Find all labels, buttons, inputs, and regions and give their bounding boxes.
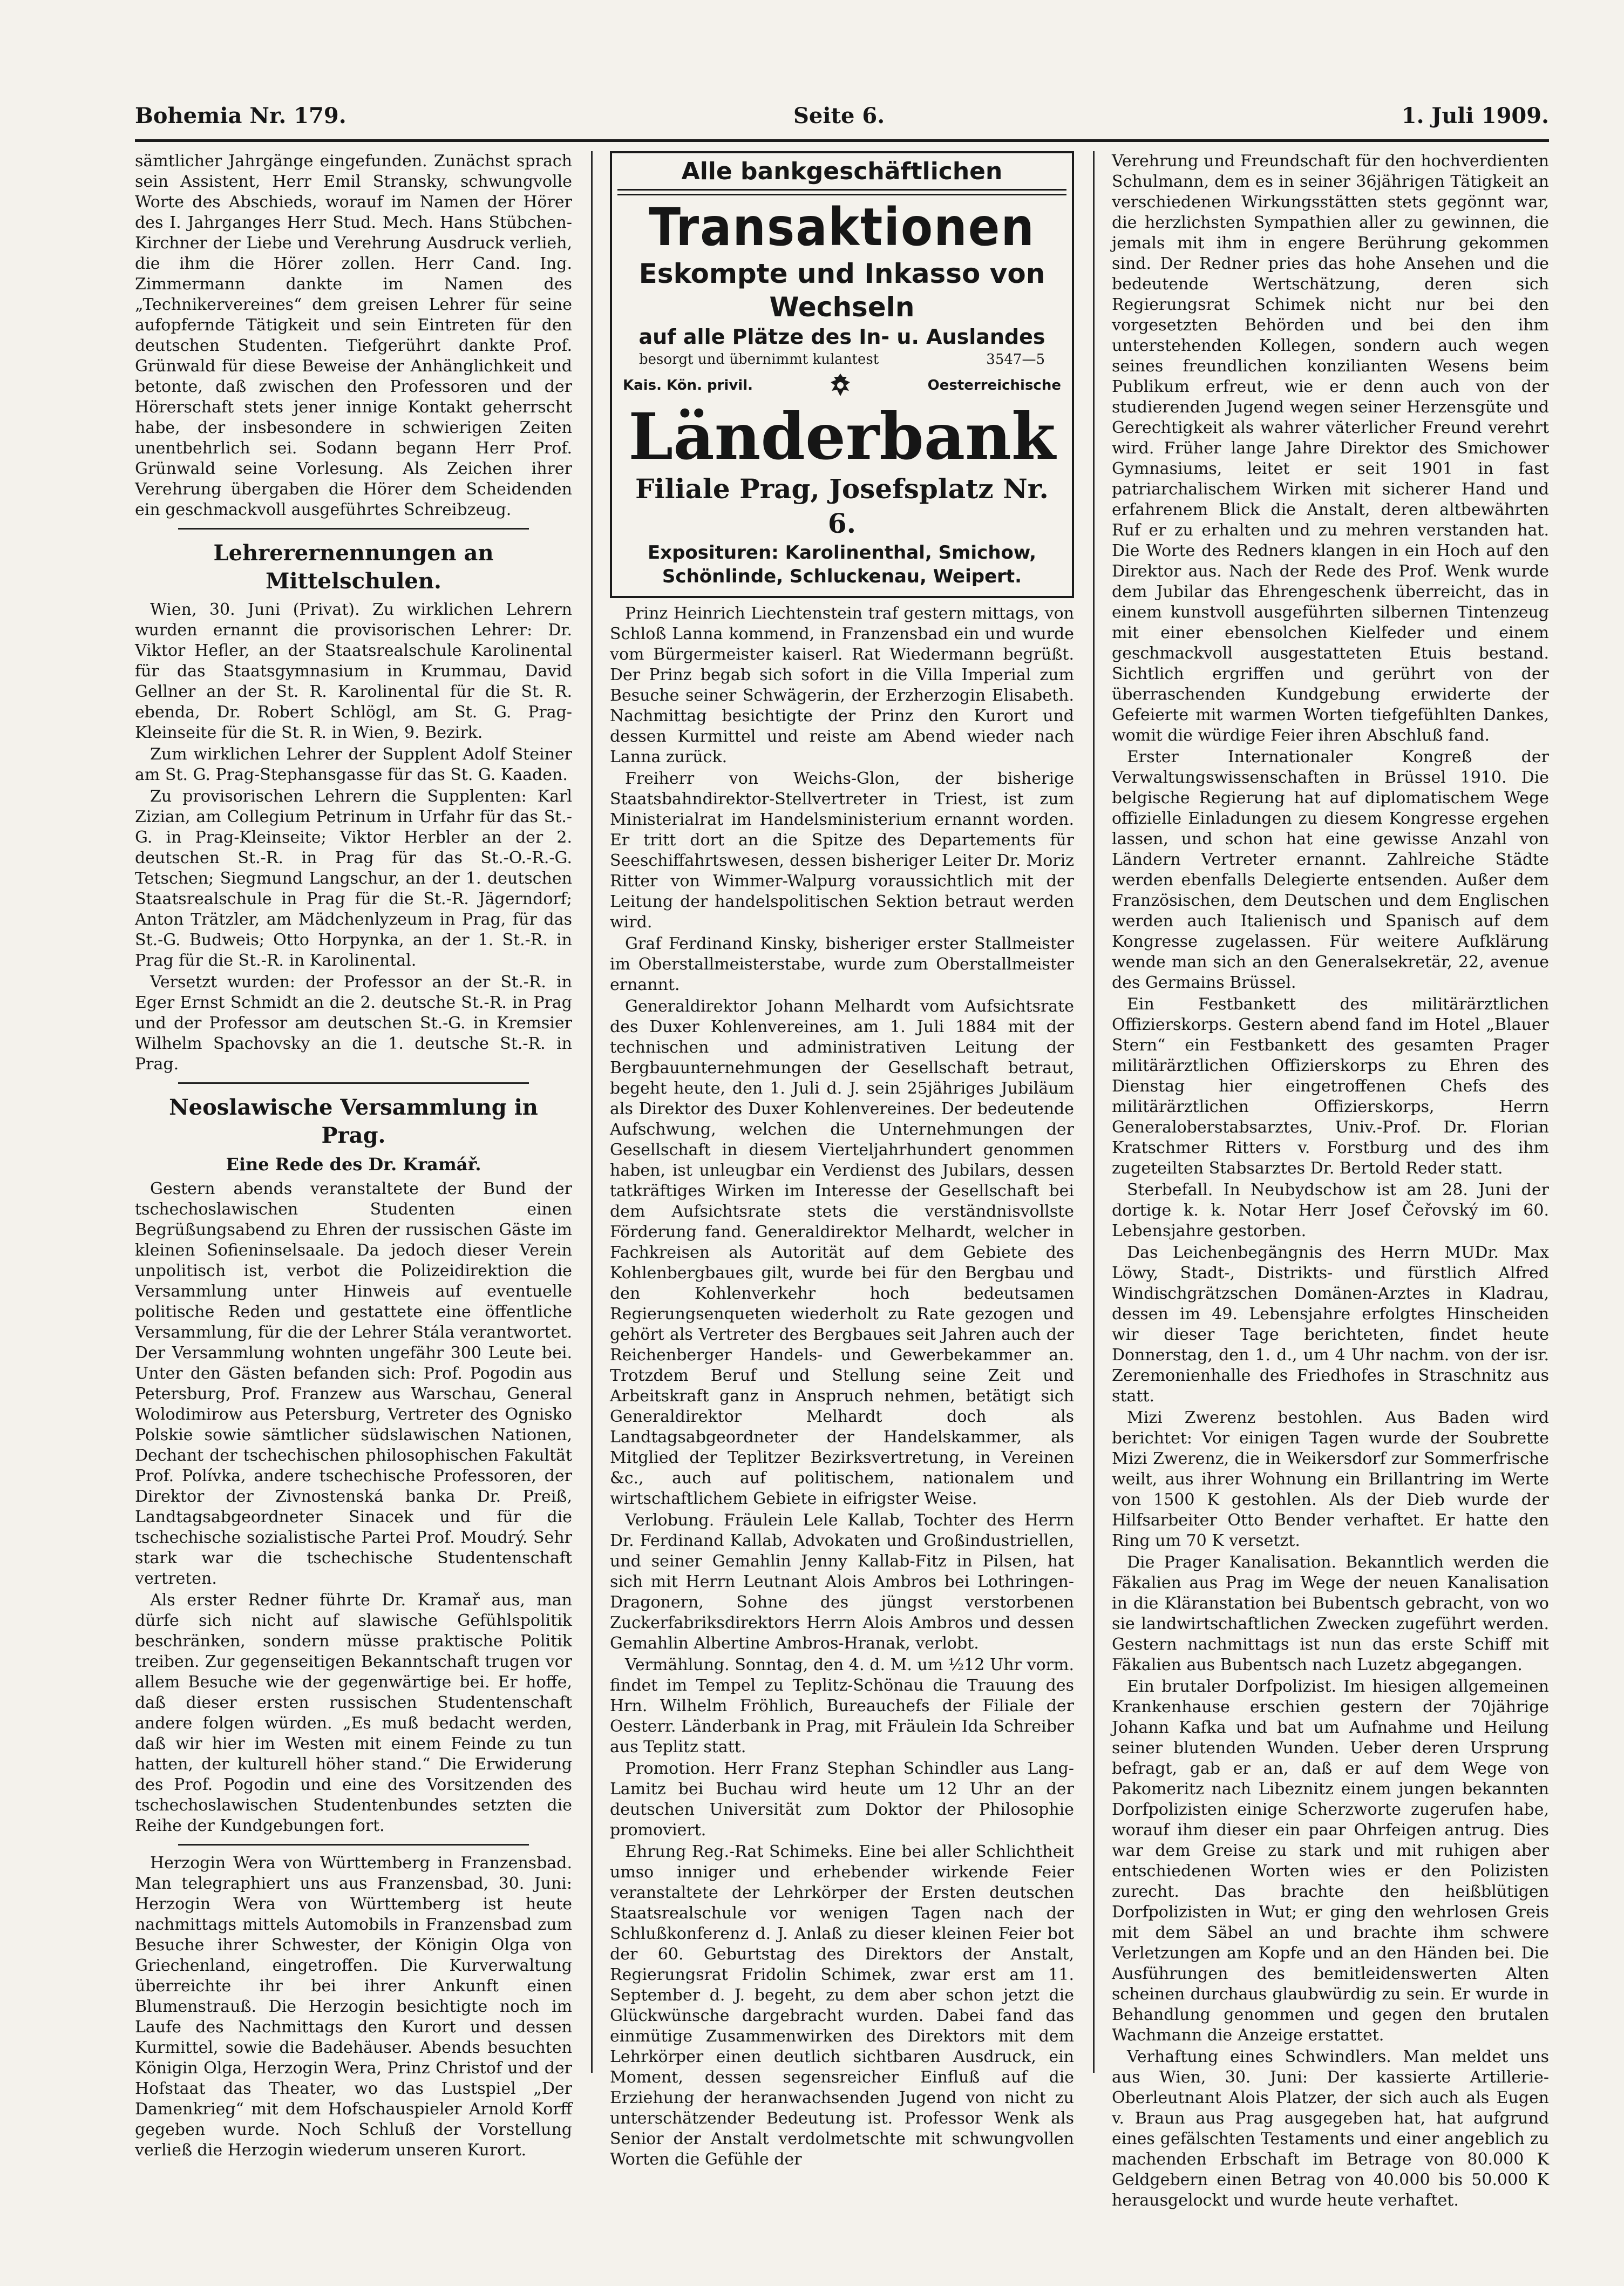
- article-text: Mizi Zwerenz bestohlen. Aus Baden wird berichtet: Vor einigen Tagen wurde der Soubrette Mizi Zwerenz, die in Weikersdorf zur Sommerfrische weilt, aus ihrer Wohnung ein Brillantring im Werte von 1500 K gestohlen. Als der Dieb wurde der Hilfsarbeiter Otto Bender verhaftet. Er hatte den Ring um 70 K versetzt.: [1112, 1408, 1549, 1550]
- article-text: sämtlicher Jahrgänge eingefunden. Zunächst sprach sein Assistent, Herr Emil Stransky, schwungvolle Worte des Abschieds, worauf im Namen der Hörer des I. Jahrganges Herr Stud. Mech. Hans Stübchen-Kirchner der Liebe und Verehrung Ausdruck verlieh, die ihm die Hörer zollen. Herr Cand. Ing. Zimmermann dankte im Namen des „Technikervereines“ dem greisen Lehrer für seine aufopfernde Tätigkeit und sein Eintreten für den deutschen Studenten. Tiefgerührt dankte Prof. Grünwald für diese Beweise der Anhänglichkeit und betonte, daß zwischen den Professoren und der Hörerschaft stets jener innige Kontakt geherrscht habe, der insbesondere in schwierigen Zeiten unentbehrlich sei. Sodann begann Herr Prof. Grünwald seine Vorlesung. Als Zeichen ihrer Verehrung übergaben die Hörer dem Scheidenden ein geschmackvoll ausgeführtes Schreibzeug.: [135, 152, 572, 519]
- article-text: Graf Ferdinand Kinsky, bisheriger erster Stallmeister im Oberstallmeisterstabe, wurde zum Oberstallmeister ernannt.: [610, 934, 1074, 994]
- section-divider: [178, 1082, 529, 1084]
- article-text: Erster Internationaler Kongreß der Verwaltungswissenschaften in Brüssel 1910. Die belgische Regierung hat auf diplomatischem Wege offizielle Einladungen zu diesem Kongresse ergehen lassen, und schon hat eine gewisse Anzahl von Ländern Vertreter ernannt. Zahlreiche Städte werden ebenfalls Delegierte entsenden. Außer dem Französischen, dem Deutschen und dem Englischen werden auch Italienisch und Spanisch auf dem Kongresse zugelassen. Für weitere Aufklärung wende man sich an den Generalsekretär, 22, avenue des Germains Brüssel.: [1112, 748, 1549, 992]
- ad-code: 3547—5: [986, 351, 1045, 368]
- ad-line: [617, 350, 1066, 369]
- article-text: Herzogin Wera von Württemberg in Franzensbad. Man telegraphiert uns aus Franzensbad, 30. Juni: Herzogin Wera von Württemberg ist heute nachmittags mittels Automobils in Franzensbad zum Besuche ihrer Schwester, der Königin Olga von Griechenland, eingetroffen. Die Kurverwaltung überreichte ihr bei ihrer Ankunft einen Blumenstrauß. Die Herzogin besichtigte noch im Laufe des Nachmittags den Kurort und dessen Kurmittel, sowie die Badehäuser. Abends besuchten Königin Olga, Herzogin Wera, Prinz Christof und der Hofstaat das Theater, wo das Lustspiel „Der Damenkrieg“ mit dem Hofschauspieler Arnold Korff gegeben wurde. Noch Schluß der Vorstellung verließ die Herzogin wiederum unseren Kurort.: [135, 1854, 572, 2160]
- masthead-issue: Bohemia Nr. 179.: [135, 103, 346, 128]
- ad-text: Kais. Kön. privil.: [623, 377, 753, 394]
- article-text: Vermählung. Sonntag, den 4. d. M. um ½12 Uhr vorm. findet im Tempel zu Teplitz-Schönau die Trauung des Hrn. Wilhelm Fröhlich, Bureauchefs der Filiale der Oesterr. Länderbank in Prag, mit Fräulein Ida Schreiber aus Teplitz statt.: [610, 1656, 1074, 1756]
- masthead: [135, 97, 1549, 135]
- article-subheading: Eine Rede des Dr. Kramář.: [226, 1154, 481, 1175]
- column-divider-2: [1093, 151, 1095, 2073]
- ad-line: Alle bankgeschäftlichen: [681, 158, 1003, 185]
- article-text: Verlobung. Fräulein Lele Kallab, Tochter des Herrn Dr. Ferdinand Kallab, Advokaten und Großindustriellen, und seiner Gemahlin Jenny Kallab-Fitz in Pilsen, hat sich mit Herrn Leutnant Alois Ambros bei Lothringen-Dragonern, Sohne des jüngst verstorbenen Zuckerfabriksdirektors Herrn Alois Ambros und dessen Gemahlin Albertine Ambros-Hranak, verlobt.: [610, 1511, 1074, 1653]
- article-text: Als erster Redner führte Dr. Kramař aus, man dürfe sich nicht auf slawische Gefühlspolitik beschränken, sondern müsse praktische Politik treiben. Zur gegenseitigen Bekanntschaft trugen vor allem Besuche wie der gegenwärtige bei. Er hoffe, daß dieser ersten russischen Studentenschaft andere folgen würden. „Es muß bedacht werden, daß wir hier im Westen mit einem Feinde zu tun hatten, der kulturell höher stand.“ Die Erwiderung des Prof. Pogodin und eine des Vorsitzenden des tschechoslawischen Studentenbundes setzten die Reihe der Kundgebungen fort.: [135, 1591, 572, 1835]
- ad-text: Oesterreichische: [927, 377, 1061, 394]
- column-divider-1: [591, 151, 593, 2073]
- newspaper-page: [135, 97, 1549, 2210]
- article-text: Versetzt wurden: der Professor an der St.-R. in Eger Ernst Schmidt an die 2. deutsche St.-R. in Prag und der Professor am deutschen St.-G. in Kremsier Wilhelm Spachovsky an die 1. deutsche St.-R. in Prag.: [135, 973, 572, 1074]
- article-text: Zu provisorischen Lehrern die Supplenten: Karl Zizian, am Collegium Petrinum in Urfahr für das St.-G. in Prag-Kleinseite; Viktor Herbler an der 2. deutschen St.-R. in Prag für das St.-O.-R.-G. Tetschen; Siegmund Langschur, an der 1. deutschen Staatsrealschule in Prag für die St.-R. Jägerndorf; Anton Trätzler, am Mädchenlyzeum in Prag, für das St.-G. Budweis; Otto Horpynka, an der 1. St.-R. in Prag für die St.-R. in Karolinental.: [135, 787, 572, 970]
- ad-line: auf alle Plätze des In- u. Auslandes: [638, 325, 1045, 349]
- ad-rule: [617, 189, 1066, 195]
- article-text: Die Prager Kanalisation. Bekanntlich werden die Fäkalien aus Prag im Wege der neuen Kanalisation in die Kläranstation bei Bubentsch gebracht, von wo sie landwirtschaftlichen Zwecken zugeführt werden. Gestern nachmittags ist nun das erste Schiff mit Fäkalien aus Bubentsch nach Luzetz abgegangen.: [1112, 1553, 1549, 1674]
- article-text: Prinz Heinrich Liechtenstein traf gestern mittags, von Schloß Lanna kommend, in Franzensbad ein und wurde vom Bürgermeister kaiserl. Rat Wiedermann begrüßt. Der Prinz begab sich sofort in die Villa Imperial zum Besuche seiner Schwägerin, der Erzherzogin Elisabeth. Nachmittag besichtigte der Prinz den Kurort und dessen Kurmittel und reiste am Abend wieder nach Lanna zurück.: [610, 604, 1074, 766]
- ad-branch: Filiale Prag, Josefsplatz Nr. 6.: [635, 473, 1049, 539]
- article-heading: Lehrerernennungen an Mittelschulen.: [213, 540, 494, 594]
- article-heading: Neoslawische Versammlung in Prag.: [169, 1095, 538, 1148]
- section-divider: [178, 1844, 529, 1846]
- article-text: Ein Festbankett des militärärztlichen Offizierskorps. Gestern abend fand im Hotel „Blauer Stern“ ein Festbankett des gesamten Prager militärärztlichen Offizierskorps zu Ehren des Dienstag hier eingetroffenen Chefs des militärärztlichen Offizierskorps, Herrn Generaloberstabsarztes, Univ.-Prof. Dr. Florian Kratschmer Ritters v. Forstburg und des ihm zugeteilten Stabsarztes Dr. Bertold Reder statt.: [1112, 995, 1549, 1178]
- masthead-date: 1. Juli 1909.: [1401, 103, 1549, 128]
- ad-line: Eskompte und Inkasso von Wechseln: [638, 258, 1045, 323]
- article-text: Gestern abends veranstaltete der Bund der tschechoslawischen Studenten einen Begrüßungsabend zu Ehren der russischen Gäste im kleinen Sofieninselsaale. Da jedoch dieser Verein unpolitisch ist, verbot die Polizeidirektion die Versammlung unter Hinweis auf eventuelle politische Reden und gestattete eine öffentliche Versammlung, für die der Lehrer Stála verantwortet. Der Versammlung wohnten ungefähr 300 Leute bei. Unter den Gästen befanden sich: Prof. Pogodin aus Petersburg, Prof. Franzew aus Warschau, General Wolodimirow aus Petersburg, Vertreter des Ognisko Polskie sowie sämtlicher südslawischen Nationen, Dechant der tschechischen philosophischen Fakultät Prof. Polívka, andere tschechische Professoren, der Direktor der Zivnostenská banka Dr. Preiß, Landtagsabgeordneter Sinacek und für die tschechische sozialistische Partei Prof. Moudrý. Sehr stark war die tschechische Studentenschaft vertreten.: [135, 1179, 572, 1588]
- article-text: Wien, 30. Juni (Privat). Zu wirklichen Lehrern wurden ernannt die provisorischen Lehrer: Dr. Viktor Hefler, an der Staatsrealschule Karolinental für das Staatsgymnasium in Krummau, David Gellner an der St. R. Karolinental für die St. R. ebenda, Dr. Robert Schlögl, am St. G. Prag-Kleinseite für die St. R. in Wien, 9. Bezirk.: [135, 600, 572, 742]
- ad-line: [617, 369, 1066, 402]
- article-text: Verhaftung eines Schwindlers. Man meldet uns aus Wien, 30. Juni: Der kassierte Artillerie-Oberleutnant Alois Platzer, der sich auch als Eugen v. Braun aus Prag ausgegeben hat, hat aufgrund eines gefälschten Testaments und einer angeblich zu machenden Erbschaft im Betrage von 80.000 K Geldgebern einen Betrag von 40.000 bis 50.000 K herausgelockt und wurde heute verhaftet.: [1112, 2047, 1549, 2210]
- article-text: Sterbefall. In Neubydschow ist am 28. Juni der dortige k. k. Notar Herr Josef Čeřovský im 60. Lebensjahre gestorben.: [1112, 1181, 1549, 1240]
- double-eagle-icon: [825, 370, 855, 401]
- column-2: [610, 151, 1074, 2169]
- masthead-rule: [135, 139, 1549, 142]
- article-text: Generaldirektor Johann Melhardt vom Aufsichtsrate des Duxer Kohlenvereines, am 1. Juli 1884 mit der technischen und administrativen Leitung der Bergbauunternehmungen der Gesellschaft betraut, begeht heute, den 1. Juli d. J. sein 25jähriges Jubiläum als Direktor des Duxer Kohlenvereines. Der bedeutende Aufschwung, welchen die Unternehmungen der Gesellschaft in diesem Vierteljahrhundert genommen haben, ist unleugbar ein Verdienst des Jubilars, dessen tatkräftiges Wirken im Interesse der Gesellschaft bei dem Aufsichtsrate stets die verständnisvollste Förderung fand. Generaldirektor Melhardt, welcher in Fachkreisen als Autorität auf dem Gebiete des Kohlenbergbaues gilt, wurde bei für den Bergbau und den Kohlenverkehr hoch bedeutsamen Regierungsenqueten wiederholt zu Rate gezogen und gehört als Vertreter des Bergbaues seit Jahren auch der Reichenberger Handels- und Gewerbekammer an. Trotzdem Beruf und Stellung seine Zeit und Arbeitskraft ganz in Anspruch nehmen, betätigt sich Generaldirektor Melhardt doch als Landtagsabgeordneter der Handelskammer, als Mitglied der Teplitzer Bezirksvertretung, in Vereinen &c., auch auf politischem, nationalem und wirtschaftlichem Gebiete in eifrigster Weise.: [610, 997, 1074, 1508]
- article-text: Freiherr von Weichs-Glon, der bisherige Staatsbahndirektor-Stellvertreter in Triest, ist zum Ministerialrat im Handelsministerium ernannt worden. Er tritt dort an die Spitze des Departements für Seeschiffahrtswesen, dessen bisheriger Leiter Dr. Moriz Ritter von Wimmer-Walpurg voraussichtlich mit der Leitung der handelspolitischen Sektion betraut werden wird.: [610, 769, 1074, 932]
- article-text: Ein brutaler Dorfpolizist. Im hiesigen allgemeinen Krankenhause erschien gestern der 70jährige Johann Kafka und bat um Aufnahme und Heilung seiner blutenden Wunden. Ueber deren Ursprung befragt, gab er an, daß er auf dem Wege von Pakomeritz nach Libeznitz einem jungen bekannten Dorfpolizisten einige Scherzworte zugerufen habe, worauf ihm dieser ein paar Ohrfeigen antrug. Dies war dem Greise zu stark und mit ruhigen aber entschiedenen Worten wies er den Polizisten zurecht. Das brachte den heißblütigen Dorfpolizisten in Wut; er ging den wehrlosen Greis mit dem Säbel an und brachte ihm schwere Verletzungen am Kopfe und an den Händen bei. Die Ausführungen des bemitleidenswerten Alten scheinen durchaus glaubwürdig zu sein. Er wurde in Behandlung genommen und gegen den brutalen Wachmann die Anzeige erstattet.: [1112, 1677, 1549, 2045]
- masthead-page-number: Seite 6.: [793, 103, 885, 128]
- article-text: Das Leichenbegängnis des Herrn MUDr. Max Löwy, Stadt-, Distrikts- und fürstlich Alfred Windischgrätzschen Domänen-Arztes in Kladrau, dessen im 49. Lebensjahre erfolgtes Hinscheiden wir dieser Tage berichteten, findet heute Donnerstag, den 1. d., um 4 Uhr nachm. von der isr. Zeremonienhalle des Friedhofes in Straschnitz aus statt.: [1112, 1243, 1549, 1406]
- ad-line: Exposituren: Karolinenthal, Smichow, Schönlinde, Schluckenau, Weipert.: [647, 542, 1037, 587]
- article-text: Zum wirklichen Lehrer der Supplent Adolf Steiner am St. G. Prag-Stephansgasse für das St. G. Kaaden.: [135, 745, 572, 784]
- section-divider: [178, 528, 529, 530]
- bank-advertisement: [610, 151, 1074, 598]
- ad-bank-name: Länderbank: [628, 399, 1056, 474]
- column-3: [1112, 151, 1549, 2210]
- column-1: [135, 151, 572, 2160]
- article-text: Promotion. Herr Franz Stephan Schindler aus Lang-Lamitz bei Buchau wird heute um 12 Uhr an der deutschen Universität zum Doktor der Philosophie promoviert.: [610, 1759, 1074, 1840]
- ad-text: besorgt und übernimmt kulantest: [639, 351, 879, 368]
- article-text: Verehrung und Freundschaft für den hochverdienten Schulmann, dem es in seiner 36jährigen Tätigkeit an verschiedenen Wirkungsstätten stets gegönnt war, die herzlichsten Sympathien aller zu gewinnen, die jemals mit ihm in engere Berührung gekommen sind. Der Redner pries das hohe Ansehen und die bedeutende Wertschätzung, deren sich Regierungsrat Schimek nicht nur bei den vorgesetzten Behörden und bei den ihm unterstehenden Kollegen, sondern auch wegen seines freundlichen konzilianten Wesens beim Publikum erfreut, wie er denn auch von der studierenden Jugend wegen seiner Herzensgüte und Gerechtigkeit als wahrer väterlicher Freund verehrt wird. Früher lange Jahre Direktor des Smichower Gymnasiums, leitet er seit 1901 in fast patriarchalischem Wirken mit sicherer Hand und erfahrenem Blick die Anstalt, deren altbewährten Ruf er zu erhalten und zu mehren verstanden hat. Die Worte des Redners klangen in ein Hoch auf den Direktor aus. Nach der Rede des Prof. Wenk wurde dem Jubilar das Ehrengeschenk überreicht, das in einem kunstvoll ausgeführten silbernen Tintenzeug mit einer ebensolchen Kielfeder und einem geschmackvoll ausgestatteten Etuis bestand. Sichtlich ergriffen und gerührt von der überraschenden Kundgebung erwiderte der Gefeierte mit warmen Worten tiefgefühlten Dankes, womit die würdige Feier ihren Abschluß fand.: [1112, 152, 1549, 745]
- article-text: Ehrung Reg.-Rat Schimeks. Eine bei aller Schlichtheit umso inniger und erhebender wirkende Feier veranstaltete der Lehrkörper der Ersten deutschen Staatsrealschule vor wenigen Tagen nach der Schlußkonferenz d. J. Anlaß zu dieser kleinen Feier bot der 60. Geburtstag des Direktors der Anstalt, Regierungsrat Fridolin Schimek, zwar erst am 11. September d. J. begeht, zu dem aber schon jetzt die Glückwünsche dargebracht wurden. Dabei fand das einmütige Zusammenwirken des Direktors mit dem Lehrkörper einen deutlich sichtbaren Ausdruck, ein Moment, dessen segensreicher Einfluß auf die Erziehung der heranwachsenden Jugend von nicht zu unterschätzender Bedeutung ist. Professor Wenk als Senior der Anstalt verdolmetschte mit schwungvollen Worten die Gefühle der: [610, 1842, 1074, 2169]
- ad-headline: Transaktionen: [649, 197, 1035, 257]
